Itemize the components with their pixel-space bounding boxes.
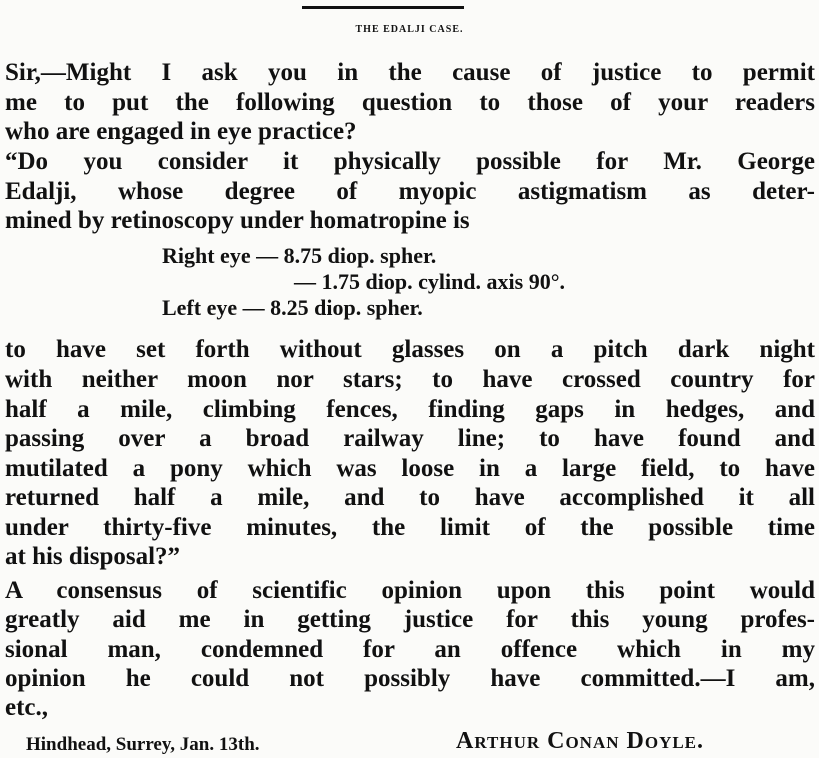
- signature-place-date: Hindhead, Surrey, Jan. 13th.: [26, 734, 260, 755]
- body-line-10: passing over a broad railway line; to have found and: [5, 425, 815, 452]
- body-line-11: mutilated a pony which was loose in a large field, to have: [5, 455, 815, 482]
- body-line-16: greatly aid me in getting justice for this young profes-: [5, 606, 815, 633]
- prescription-right-eye-cyl: — 1.75 diop. cylind. axis 90°.: [294, 269, 566, 294]
- body-line-2: me to put the following question to those of your readers: [5, 89, 815, 116]
- body-line-7: to have set forth without glasses on a pitch dark night: [5, 336, 815, 363]
- prescription-left-eye: Left eye — 8.25 diop. spher.: [162, 295, 423, 320]
- article-title: THE EDALJI CASE.: [355, 24, 464, 35]
- body-line-3: who are engaged in eye practice?: [5, 118, 357, 145]
- top-rule: [302, 6, 464, 9]
- body-line-14: at his disposal?”: [5, 543, 181, 570]
- signature-name: Arthur Conan Doyle.: [456, 728, 705, 754]
- body-line-19: etc.,: [5, 694, 49, 721]
- body-line-1: Sir,—Might I ask you in the cause of justice to permit: [5, 59, 815, 86]
- body-line-17: sional man, condemned for an offence which in my: [5, 636, 815, 663]
- body-line-12: returned half a mile, and to have accomplished it all: [5, 484, 815, 511]
- body-line-5: Edalji, whose degree of myopic astigmatism as deter-: [5, 178, 815, 205]
- body-line-9: half a mile, climbing fences, finding gaps in hedges, and: [5, 396, 815, 423]
- prescription-right-eye: Right eye — 8.75 diop. spher.: [162, 243, 437, 268]
- body-line-15: A consensus of scientific opinion upon this point would: [5, 577, 815, 604]
- body-line-18: opinion he could not possibly have committed.—I am,: [5, 665, 815, 692]
- body-line-6: mined by retinoscopy under homatropine is: [5, 207, 470, 234]
- body-line-8: with neither moon nor stars; to have crossed country for: [5, 366, 815, 393]
- body-line-13: under thirty-five minutes, the limit of the possible time: [5, 514, 815, 541]
- body-line-4: “Do you consider it physically possible for Mr. George: [5, 148, 815, 175]
